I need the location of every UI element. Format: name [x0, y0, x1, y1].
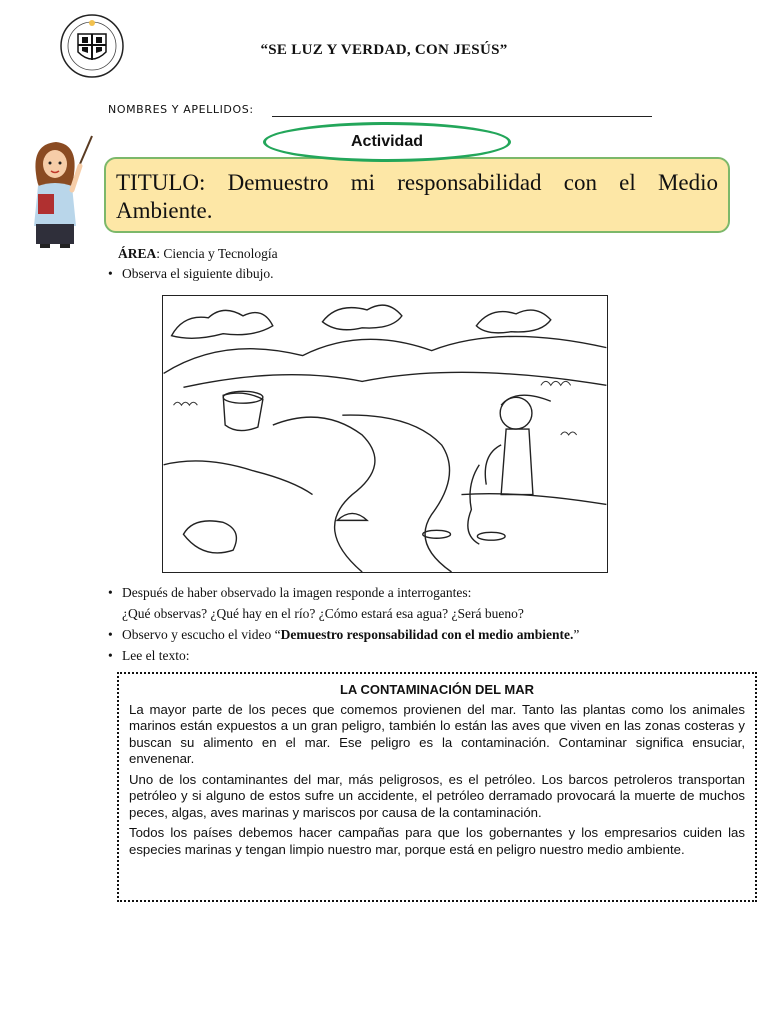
reading-paragraph: Todos los países debemos hacer campañas para que los gobernantes y los empresarios cuiden las especies marinas y tengan limpio nuestro mar, porque está en peligro nuestro medio ambiente. — [129, 825, 745, 857]
reading-paragraph: La mayor parte de los peces que comemos provienen del mar. Tanto las plantas como los animales marinos están expuestos a un gran peligro, también lo están las aves que viven en las zonas costeras y buscan su alimento en el mar. Ese peligro es la contaminación. Contaminar significa ensuciar, envenenar. — [129, 701, 745, 766]
reading-box — [117, 672, 757, 902]
video-title: Demuestro responsabilidad con el medio ambiente. — [280, 627, 574, 642]
activity-title: TITULO: Demuestro mi responsabilidad con el Medio Ambiente. — [116, 170, 718, 223]
school-motto: “SE LUZ Y VERDAD, CON JESÚS” — [260, 42, 508, 58]
bullet-after-image: • Después de haber observado la imagen responde a interrogantes: — [108, 585, 472, 600]
bullet-video: • Observo y escucho el video “Demuestro responsabilidad con el medio ambiente.” — [108, 627, 580, 642]
activity-badge: Actividad — [263, 122, 511, 162]
title-box — [104, 157, 730, 233]
teacher-illustration — [22, 134, 98, 250]
area-value: : Ciencia y Tecnología — [156, 246, 278, 261]
bullet-observe: • Observa el siguiente dibujo. — [108, 266, 274, 281]
questions-line: ¿Qué observas? ¿Qué hay en el río? ¿Cómo estará esa agua? ¿Será bueno? — [122, 606, 524, 621]
area-line — [118, 246, 278, 262]
river-pollution-drawing — [162, 295, 608, 573]
reading-title: LA CONTAMINACIÓN DEL MAR — [339, 682, 535, 697]
bullet-icon: • — [108, 648, 113, 663]
bullet-read: • Lee el texto: — [108, 648, 190, 663]
area-label: ÁREA — [118, 246, 157, 261]
bullet-icon: • — [108, 585, 113, 600]
names-label: NOMBRES Y APELLIDOS: — [108, 103, 254, 116]
bullet-icon: • — [108, 266, 113, 281]
names-input-line[interactable] — [272, 116, 652, 117]
reading-paragraph: Uno de los contaminantes del mar, más peligrosos, es el petróleo. Los barcos petroleros transportan petróleo y si alguno de estos sufre un accidente, el petróleo derramado provocará la muerte de muchos peces, algas, aves marinas y mariscos por causa de la contaminación. — [129, 771, 745, 820]
bullet-icon: • — [108, 627, 113, 642]
